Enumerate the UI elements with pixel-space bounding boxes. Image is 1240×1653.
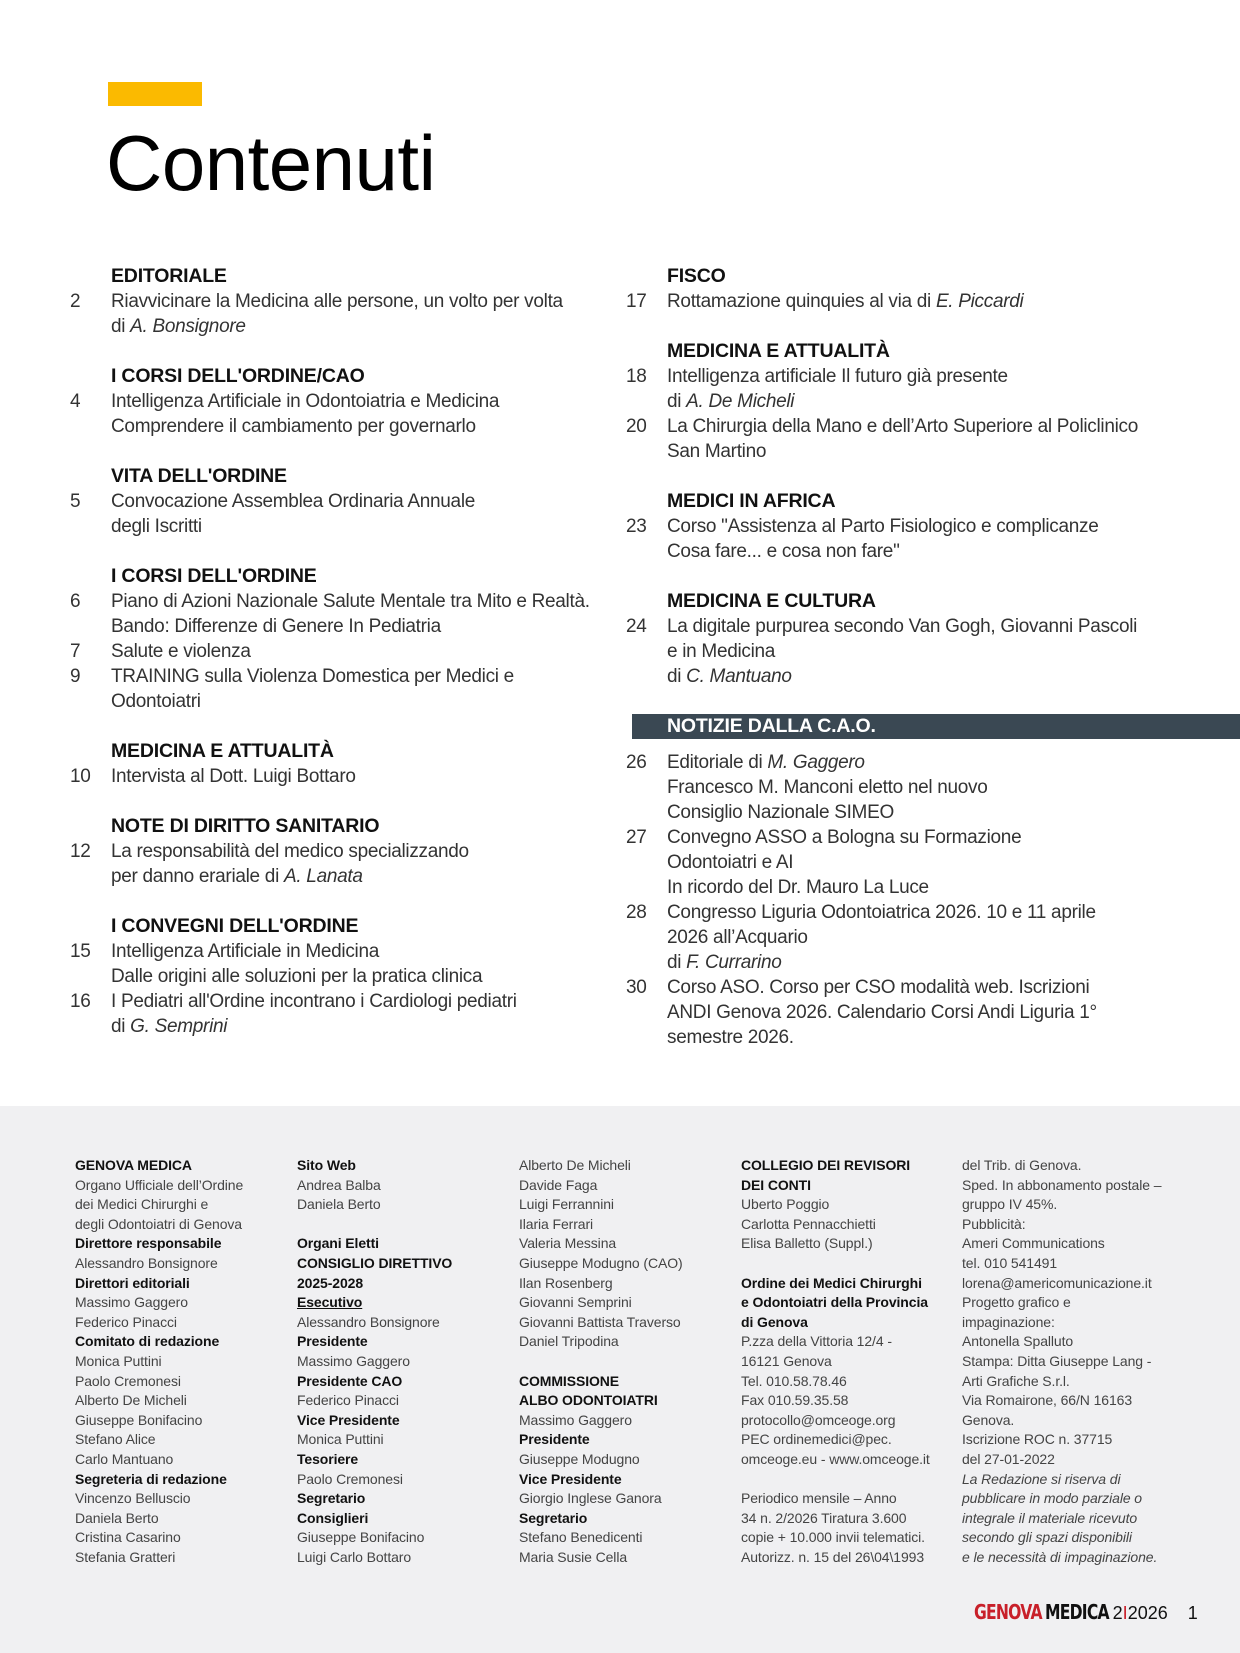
- entry-line: [111, 589, 630, 614]
- masthead-text: Giuseppe Modugno: [519, 1450, 640, 1467]
- masthead-text: Daniela Berto: [297, 1196, 381, 1213]
- entry-text: La digitale purpurea secondo Van Gogh, Giovanni Pascoli: [667, 616, 1138, 637]
- entry-line: [667, 1025, 1240, 1050]
- masthead-column-3: [519, 1156, 683, 1567]
- masthead-label: 2025-2028: [297, 1274, 364, 1291]
- toc-section: [70, 564, 630, 714]
- masthead-column-4: [741, 1156, 930, 1567]
- entry-line: [667, 775, 1240, 800]
- masthead-label: COMMISSIONE: [519, 1372, 620, 1389]
- entry-title: [667, 514, 1240, 564]
- entry-title: [111, 639, 630, 664]
- masthead-text: Tel. 010.58.78.46: [741, 1372, 847, 1389]
- page-number: 2: [70, 291, 81, 312]
- masthead-text: Giuseppe Modugno (CAO): [519, 1254, 683, 1271]
- masthead-text: Stefano Benedicenti: [519, 1529, 643, 1546]
- masthead-text: Federico Pinacci: [75, 1313, 177, 1330]
- masthead-label: Segreteria di redazione: [75, 1470, 227, 1487]
- section-heading: EDITORIALE: [111, 265, 227, 287]
- entry-text: Odontoiatri e AI: [667, 852, 794, 873]
- masthead-text: Monica Puttini: [297, 1431, 384, 1448]
- entry-text: Consiglio Nazionale SIMEO: [667, 802, 894, 823]
- entry-line: [111, 839, 630, 864]
- masthead-text: Carlotta Pennacchietti: [741, 1215, 876, 1232]
- entry-title: [111, 839, 630, 889]
- section-heading: NOTIZIE DALLA C.A.O.: [667, 715, 876, 737]
- page-number: 4: [70, 391, 81, 412]
- entry-line: [111, 514, 630, 539]
- entry-line: [667, 614, 1240, 639]
- page-number: 24: [626, 616, 647, 637]
- masthead-label: Esecutivo: [297, 1294, 363, 1311]
- masthead-text: Andrea Balba: [297, 1176, 381, 1193]
- issue-separator: I: [1122, 1603, 1128, 1623]
- page-number: 15: [70, 941, 91, 962]
- toc-section: [626, 339, 1240, 464]
- masthead-text: Alessandro Bonsignore: [297, 1313, 440, 1330]
- author-name: A. Bonsignore: [130, 316, 246, 337]
- masthead-text: degli Odontoiatri di Genova: [75, 1215, 242, 1232]
- page-number: 9: [70, 666, 81, 687]
- entry-text: Corso ASO. Corso per CSO modalità web. Iscrizioni: [667, 977, 1090, 998]
- entry-line: [667, 800, 1240, 825]
- spacer: [519, 1352, 683, 1372]
- masthead-text: Ameri Communications: [962, 1235, 1105, 1252]
- entry-line: [667, 639, 1240, 664]
- entry-line: [111, 614, 630, 639]
- toc-section: [626, 489, 1240, 564]
- masthead-text: Stefania Gratteri: [75, 1548, 176, 1565]
- entry-line: [111, 314, 630, 339]
- masthead-label: Segretario: [297, 1490, 366, 1507]
- author-name: M. Gaggero: [767, 752, 865, 773]
- entry-line: [667, 414, 1240, 439]
- masthead-text: Luigi Ferrannini: [519, 1196, 614, 1213]
- entry-text: Convocazione Assemblea Ordinaria Annuale: [111, 491, 476, 512]
- page-number: 23: [626, 516, 647, 537]
- masthead-text: dei Medici Chirurghi e: [75, 1196, 209, 1213]
- masthead-text: Davide Faga: [519, 1176, 598, 1193]
- page-number: 7: [70, 641, 81, 662]
- entry-line: [667, 900, 1240, 925]
- page-number: 27: [626, 827, 647, 848]
- section-heading: MEDICINA E ATTUALITÀ: [111, 740, 334, 762]
- page-number: 28: [626, 902, 647, 923]
- page-number: 18: [626, 366, 647, 387]
- entry-text: Comprendere il cambiamento per governarlo: [111, 416, 476, 437]
- masthead-text: Giovanni Battista Traverso: [519, 1313, 681, 1330]
- entry-line: [111, 689, 630, 714]
- masthead-column-2: [297, 1156, 452, 1567]
- entry-text: Riavvicinare la Medicina alle persone, un volto per volta: [111, 291, 563, 312]
- masthead-text: Daniela Berto: [75, 1509, 159, 1526]
- masthead-text: 16121 Genova: [741, 1352, 832, 1369]
- entry-title: [111, 389, 630, 439]
- toc-entry[interactable]: [70, 764, 630, 789]
- masthead-text: Alberto De Micheli: [519, 1157, 631, 1173]
- masthead-label: Consiglieri: [297, 1509, 369, 1526]
- toc-section: [626, 264, 1240, 314]
- toc-entry[interactable]: [70, 389, 630, 439]
- masthead-text: Iscrizione ROC n. 37715: [962, 1431, 1113, 1448]
- toc-right-column: [626, 264, 1240, 1075]
- masthead-label: Direttore responsabile: [75, 1235, 222, 1252]
- masthead-text: Giuseppe Bonifacino: [297, 1529, 425, 1546]
- entry-line: [667, 364, 1240, 389]
- entry-text: Intelligenza artificiale Il futuro già presente: [667, 366, 1008, 387]
- masthead-text: Giorgio Inglese Ganora: [519, 1490, 662, 1507]
- masthead-label: DEI CONTI: [741, 1176, 811, 1193]
- entry-text: TRAINING sulla Violenza Domestica per Medici e: [111, 666, 514, 687]
- toc-entry[interactable]: [70, 989, 630, 1039]
- masthead-label: Presidente: [519, 1431, 590, 1448]
- masthead-text: del 27-01-2022: [962, 1450, 1055, 1467]
- masthead-text: omceoge.eu - www.omceoge.it: [741, 1450, 930, 1467]
- entry-title: [667, 975, 1240, 1050]
- masthead-disclaimer: secondo gli spazi disponibili: [962, 1529, 1132, 1546]
- page-number: 16: [70, 991, 91, 1012]
- toc-entry[interactable]: [626, 514, 1240, 564]
- masthead-label: Vice Presidente: [297, 1411, 400, 1428]
- entry-line: [111, 864, 630, 889]
- masthead-label: Tesoriere: [297, 1450, 359, 1467]
- entry-text: Convegno ASSO a Bologna su Formazione: [667, 827, 1022, 848]
- entry-title: [667, 614, 1240, 689]
- masthead-label: Organi Eletti: [297, 1235, 379, 1252]
- masthead-label: Presidente CAO: [297, 1372, 403, 1389]
- masthead-label: Direttori editoriali: [75, 1274, 190, 1291]
- entry-text: ANDI Genova 2026. Calendario Corsi Andi Liguria 1°: [667, 1002, 1097, 1023]
- masthead-text: Federico Pinacci: [297, 1392, 399, 1409]
- masthead-text: Ilaria Ferrari: [519, 1215, 594, 1232]
- page-number: 12: [70, 841, 91, 862]
- entry-line: [667, 664, 1240, 689]
- entry-text: Congresso Liguria Odontoiatrica 2026. 10 e 11 aprile: [667, 902, 1096, 923]
- spacer: [741, 1470, 930, 1490]
- entry-title: [111, 664, 630, 714]
- toc-entry[interactable]: [70, 839, 630, 889]
- masthead-label: Segretario: [519, 1509, 588, 1526]
- toc-entry[interactable]: [626, 750, 1240, 825]
- masthead-text: Elisa Balletto (Suppl.): [741, 1235, 873, 1252]
- entry-line: [111, 489, 630, 514]
- issue-year: 2026: [1127, 1603, 1168, 1623]
- masthead-disclaimer: integrale il materiale ricevuto: [962, 1509, 1138, 1526]
- entry-line: [111, 989, 630, 1014]
- entry-title: [667, 414, 1240, 464]
- masthead-text: protocollo@omceoge.org: [741, 1411, 896, 1428]
- masthead: [0, 1106, 1240, 1653]
- entry-line: [667, 1000, 1240, 1025]
- masthead-text: Massimo Gaggero: [519, 1411, 632, 1428]
- author-name: C. Mantuano: [686, 666, 792, 687]
- masthead-text: Luigi Carlo Bottaro: [297, 1548, 412, 1565]
- masthead-disclaimer: La Redazione si riserva di: [962, 1470, 1121, 1487]
- entry-line: [667, 539, 1240, 564]
- masthead-text: Progetto grafico e: [962, 1294, 1071, 1311]
- masthead-text: lorena@americomunicazione.it: [962, 1274, 1152, 1291]
- entry-text: di: [667, 952, 687, 973]
- entry-text: di: [667, 666, 687, 687]
- masthead-label: GENOVA MEDICA: [75, 1157, 192, 1173]
- masthead-label: Comitato di redazione: [75, 1333, 220, 1350]
- author-name: G. Semprini: [130, 1016, 228, 1037]
- entry-line: [111, 289, 630, 314]
- entry-line: [667, 439, 1240, 464]
- masthead-text: Arti Grafiche S.r.l.: [962, 1372, 1070, 1389]
- masthead-label: di Genova: [741, 1313, 808, 1330]
- section-heading: I CORSI DELL'ORDINE/CAO: [111, 365, 365, 387]
- section-heading: VITA DELL'ORDINE: [111, 465, 287, 487]
- masthead-text: Monica Puttini: [75, 1352, 162, 1369]
- toc-section: [70, 914, 630, 1039]
- masthead-disclaimer: e le necessità di impaginazione.: [962, 1548, 1158, 1565]
- masthead-text: Giuseppe Bonifacino: [75, 1411, 203, 1428]
- entry-text: Intervista al Dott. Luigi Bottaro: [111, 766, 356, 787]
- masthead-text: Organo Ufficiale dell’Ordine: [75, 1176, 244, 1193]
- entry-text: Bando: Differenze di Genere In Pediatria: [111, 616, 441, 637]
- masthead-text: Paolo Cremonesi: [75, 1372, 181, 1389]
- entry-text: Piano di Azioni Nazionale Salute Mentale tra Mito e Realtà.: [111, 591, 590, 612]
- masthead-text: Fax 010.59.35.58: [741, 1392, 849, 1409]
- toc-entry[interactable]: [626, 364, 1240, 414]
- section-heading: NOTE DI DIRITTO SANITARIO: [111, 815, 380, 837]
- entry-title: [667, 825, 1240, 900]
- page-footer: [974, 1600, 1198, 1624]
- masthead-label: COLLEGIO DEI REVISORI: [741, 1157, 911, 1173]
- section-heading: MEDICINA E ATTUALITÀ: [667, 340, 890, 362]
- entry-text: Intelligenza Artificiale in Medicina: [111, 941, 380, 962]
- masthead-text: copie + 10.000 invii telematici.: [741, 1529, 925, 1546]
- entry-line: [667, 389, 1240, 414]
- entry-title: [111, 764, 630, 789]
- entry-text: La responsabilità del medico specializzando: [111, 841, 469, 862]
- masthead-label: Sito Web: [297, 1157, 356, 1173]
- masthead-text: gruppo IV 45%.: [962, 1196, 1058, 1213]
- entry-text: degli Iscritti: [111, 516, 202, 537]
- toc-entry[interactable]: [626, 614, 1240, 689]
- toc-section: [70, 364, 630, 439]
- entry-text: Intelligenza Artificiale in Odontoiatria e Medicina: [111, 391, 500, 412]
- masthead-text: Uberto Poggio: [741, 1196, 830, 1213]
- masthead-text: PEC ordinemedici@pec.: [741, 1431, 892, 1448]
- entry-text: di: [667, 391, 687, 412]
- toc-entry[interactable]: [70, 489, 630, 539]
- entry-line: [111, 1014, 630, 1039]
- issue-number: 2: [1112, 1603, 1123, 1623]
- page-number: 20: [626, 416, 647, 437]
- masthead-text: del Trib. di Genova.: [962, 1157, 1082, 1173]
- masthead-text: Massimo Gaggero: [75, 1294, 188, 1311]
- entry-line: [667, 925, 1240, 950]
- masthead-text: P.zza della Vittoria 12/4 -: [741, 1333, 892, 1350]
- masthead-text: Stampa: Ditta Giuseppe Lang -: [962, 1352, 1152, 1369]
- entry-title: [111, 589, 630, 639]
- entry-title: [667, 364, 1240, 414]
- entry-title: [111, 989, 630, 1039]
- section-heading: FISCO: [667, 265, 726, 287]
- masthead-text: Maria Susie Cella: [519, 1548, 628, 1565]
- section-heading: MEDICI IN AFRICA: [667, 490, 836, 512]
- section-heading: MEDICINA E CULTURA: [667, 590, 876, 612]
- toc-entry[interactable]: [70, 589, 630, 639]
- masthead-text: Paolo Cremonesi: [297, 1470, 403, 1487]
- entry-text: I Pediatri all'Ordine incontrano i Cardiologi pediatri: [111, 991, 517, 1012]
- entry-line: [667, 750, 1240, 775]
- entry-text: In ricordo del Dr. Mauro La Luce: [667, 877, 929, 898]
- masthead-text: Alessandro Bonsignore: [75, 1254, 218, 1271]
- toc-entry[interactable]: [626, 975, 1240, 1050]
- entry-line: [111, 964, 630, 989]
- page-number: 17: [626, 291, 647, 312]
- toc-entry[interactable]: [626, 289, 1240, 314]
- masthead-text: Stefano Alice: [75, 1431, 156, 1448]
- toc-entry[interactable]: [70, 289, 630, 339]
- author-name: A. Lanata: [283, 866, 363, 887]
- entry-text: Corso "Assistenza al Parto Fisiologico e complicanze: [667, 516, 1099, 537]
- toc-entry[interactable]: [70, 664, 630, 714]
- entry-title: [111, 489, 630, 539]
- toc-section-cao: [626, 750, 1240, 1050]
- masthead-text: Cristina Casarino: [75, 1529, 181, 1546]
- entry-line: [667, 950, 1240, 975]
- entry-title: [111, 939, 630, 989]
- section-heading: I CONVEGNI DELL'ORDINE: [111, 915, 359, 937]
- entry-text: Cosa fare... e cosa non fare": [667, 541, 900, 562]
- masthead-text: 34 n. 2/2026 Tiratura 3.600: [741, 1509, 907, 1526]
- entry-line: [111, 389, 630, 414]
- entry-text: Francesco M. Manconi eletto nel nuovo: [667, 777, 988, 798]
- author-name: A. De Micheli: [686, 391, 795, 412]
- spacer: [297, 1215, 452, 1235]
- toc-section: [70, 264, 630, 339]
- author-name: E. Piccardi: [935, 291, 1024, 312]
- page-number: 30: [626, 977, 647, 998]
- entry-line: [111, 764, 630, 789]
- author-name: F. Currarino: [686, 952, 782, 973]
- toc-entry[interactable]: [626, 900, 1240, 975]
- entry-line: [667, 875, 1240, 900]
- masthead-column-1: [75, 1156, 243, 1567]
- entry-title: [111, 289, 630, 339]
- masthead-text: Ilan Rosenberg: [519, 1274, 613, 1291]
- masthead-text: Valeria Messina: [519, 1235, 617, 1252]
- toc-entry[interactable]: [626, 825, 1240, 900]
- entry-text: di: [111, 1016, 131, 1037]
- entry-text: Rottamazione quinquies al via di: [667, 291, 936, 312]
- entry-text: Editoriale di: [667, 752, 768, 773]
- masthead-text: Autorizz. n. 15 del 26\04\1993: [741, 1548, 925, 1565]
- entry-line: [667, 289, 1240, 314]
- masthead-text: Daniel Tripodina: [519, 1333, 619, 1350]
- toc-section: [70, 814, 630, 889]
- masthead-text: Pubblicità:: [962, 1215, 1026, 1232]
- page-number: 1: [1187, 1603, 1198, 1623]
- masthead-disclaimer: pubblicare in modo parziale o: [962, 1490, 1142, 1507]
- masthead-label: Presidente: [297, 1333, 368, 1350]
- entry-title: [667, 289, 1240, 314]
- toc-entry[interactable]: [626, 414, 1240, 464]
- masthead-label: e Odontoiatri della Provincia: [741, 1294, 928, 1311]
- entry-text: Odontoiatri: [111, 691, 201, 712]
- toc-left-column: [70, 264, 630, 1064]
- page-number: 10: [70, 766, 91, 787]
- entry-text: Dalle origini alle soluzioni per la pratica clinica: [111, 966, 483, 987]
- masthead-text: Vincenzo Belluscio: [75, 1490, 191, 1507]
- masthead-text: Giovanni Semprini: [519, 1294, 632, 1311]
- masthead-column-5: [962, 1156, 1161, 1567]
- toc-entry[interactable]: [70, 639, 630, 664]
- spacer: [741, 1254, 930, 1274]
- masthead-text: Genova.: [962, 1411, 1015, 1428]
- entry-line: [111, 414, 630, 439]
- masthead-text: Sped. In abbonamento postale –: [962, 1176, 1162, 1193]
- issue-label: [1113, 1603, 1168, 1624]
- entry-line: [111, 939, 630, 964]
- cao-section-band: [632, 714, 1240, 739]
- entry-text: semestre 2026.: [667, 1027, 794, 1048]
- masthead-text: Alberto De Micheli: [75, 1392, 187, 1409]
- toc-section: [626, 589, 1240, 689]
- entry-line: [111, 664, 630, 689]
- entry-text: Salute e violenza: [111, 641, 251, 662]
- masthead-label: Ordine dei Medici Chirurghi: [741, 1274, 922, 1291]
- entry-line: [667, 850, 1240, 875]
- accent-bar: [108, 82, 202, 106]
- masthead-label: ALBO ODONTOIATRI: [519, 1392, 658, 1409]
- masthead-text: Antonella Spalluto: [962, 1333, 1074, 1350]
- entry-text: di: [111, 316, 131, 337]
- masthead-label: Vice Presidente: [519, 1470, 622, 1487]
- masthead-text: impaginazione:: [962, 1313, 1055, 1330]
- entry-text: e in Medicina: [667, 641, 776, 662]
- brand-logo-medica: MEDICA: [1044, 1600, 1109, 1624]
- entry-line: [111, 639, 630, 664]
- entry-line: [667, 975, 1240, 1000]
- entry-text: per danno erariale di: [111, 866, 284, 887]
- brand-logo-genova: GENOVA: [974, 1600, 1042, 1624]
- entry-text: 2026 all’Acquario: [667, 927, 808, 948]
- entry-title: [667, 750, 1240, 825]
- page-number: 26: [626, 752, 647, 773]
- page-number: 5: [70, 491, 81, 512]
- entry-text: La Chirurgia della Mano e dell’Arto Superiore al Policlinico: [667, 416, 1138, 437]
- entry-text: San Martino: [667, 441, 767, 462]
- masthead-text: Via Romairone, 66/N 16163: [962, 1392, 1133, 1409]
- masthead-text: tel. 010 541491: [962, 1254, 1058, 1271]
- masthead-text: Massimo Gaggero: [297, 1352, 410, 1369]
- masthead-label: CONSIGLIO DIRETTIVO: [297, 1254, 453, 1271]
- masthead-text: Periodico mensile – Anno: [741, 1490, 897, 1507]
- toc-section: [70, 739, 630, 789]
- entry-line: [667, 514, 1240, 539]
- toc-section: [70, 464, 630, 539]
- entry-line: [667, 825, 1240, 850]
- entry-title: [667, 900, 1240, 975]
- page-title: Contenuti: [106, 119, 436, 207]
- masthead-text: Carlo Mantuano: [75, 1450, 174, 1467]
- toc-entry[interactable]: [70, 939, 630, 989]
- page-number: 6: [70, 591, 81, 612]
- section-heading: I CORSI DELL'ORDINE: [111, 565, 317, 587]
